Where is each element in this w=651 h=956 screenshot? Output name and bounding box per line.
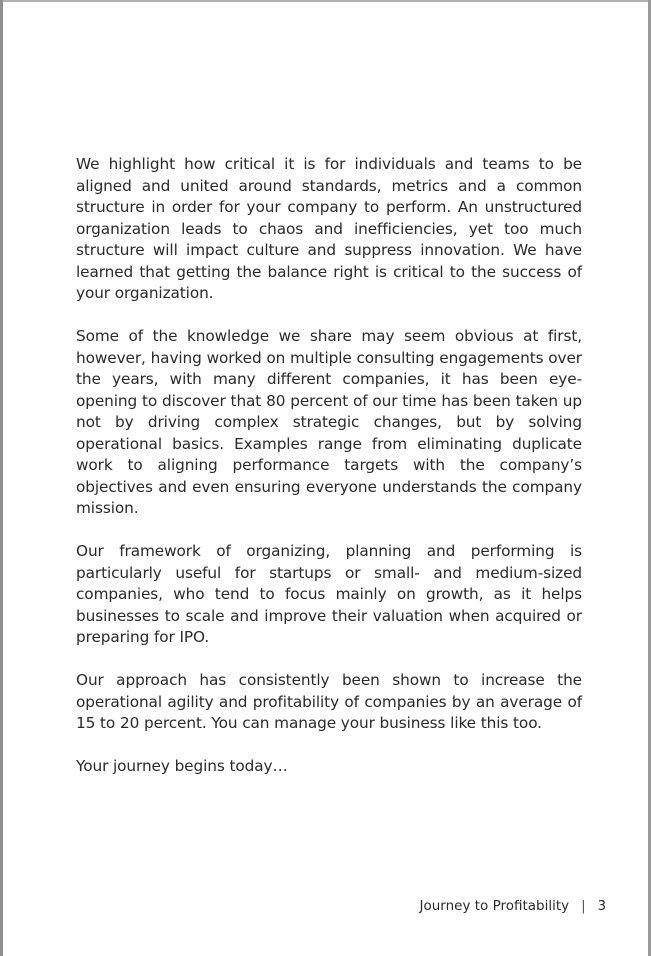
paragraph-knowledge: Some of the knowledge we share may seem obvious at first, however, having worked on multiple consulting engagements over the years, with many different companies, it has been eye-opening to discover that 80 percent of our time has been taken up not by driving complex strategic changes, but by solving operational basics. Examples range from eliminating duplicate work to aligning performance targets with the company’s objectives and even ensuring everyone understands the company mission. — [76, 327, 582, 517]
paragraph-framework: Our framework of organizing, planning and performing is particularly useful for startups or small- and medium-sized companies, who tend to focus mainly on growth, as it helps businesses to scale and improve their valuation when acquired or preparing for IPO. — [76, 542, 582, 646]
paragraph-alignment: We highlight how critical it is for individuals and teams to be aligned and united around standards, metrics and a common structure in order for your company to perform. An unstructured organization leads to chaos and inefficiencies, yet too much structure will impact culture and suppress innovation. We have learned that getting the balance right is critical to the success of your organization. — [76, 155, 582, 302]
footer-separator: | — [581, 898, 586, 914]
paragraph-closing: Your journey begins today… — [76, 757, 288, 775]
paragraph-approach: Our approach has consistently been shown to increase the operational agility and profitability of companies by an average of 15 to 20 percent. You can manage your business like this too. — [76, 671, 582, 732]
body-text — [76, 154, 582, 799]
page-number: 3 — [597, 898, 606, 914]
document-page — [3, 2, 648, 956]
page-footer — [419, 898, 606, 914]
footer-book-title: Journey to Profitability — [419, 898, 570, 914]
